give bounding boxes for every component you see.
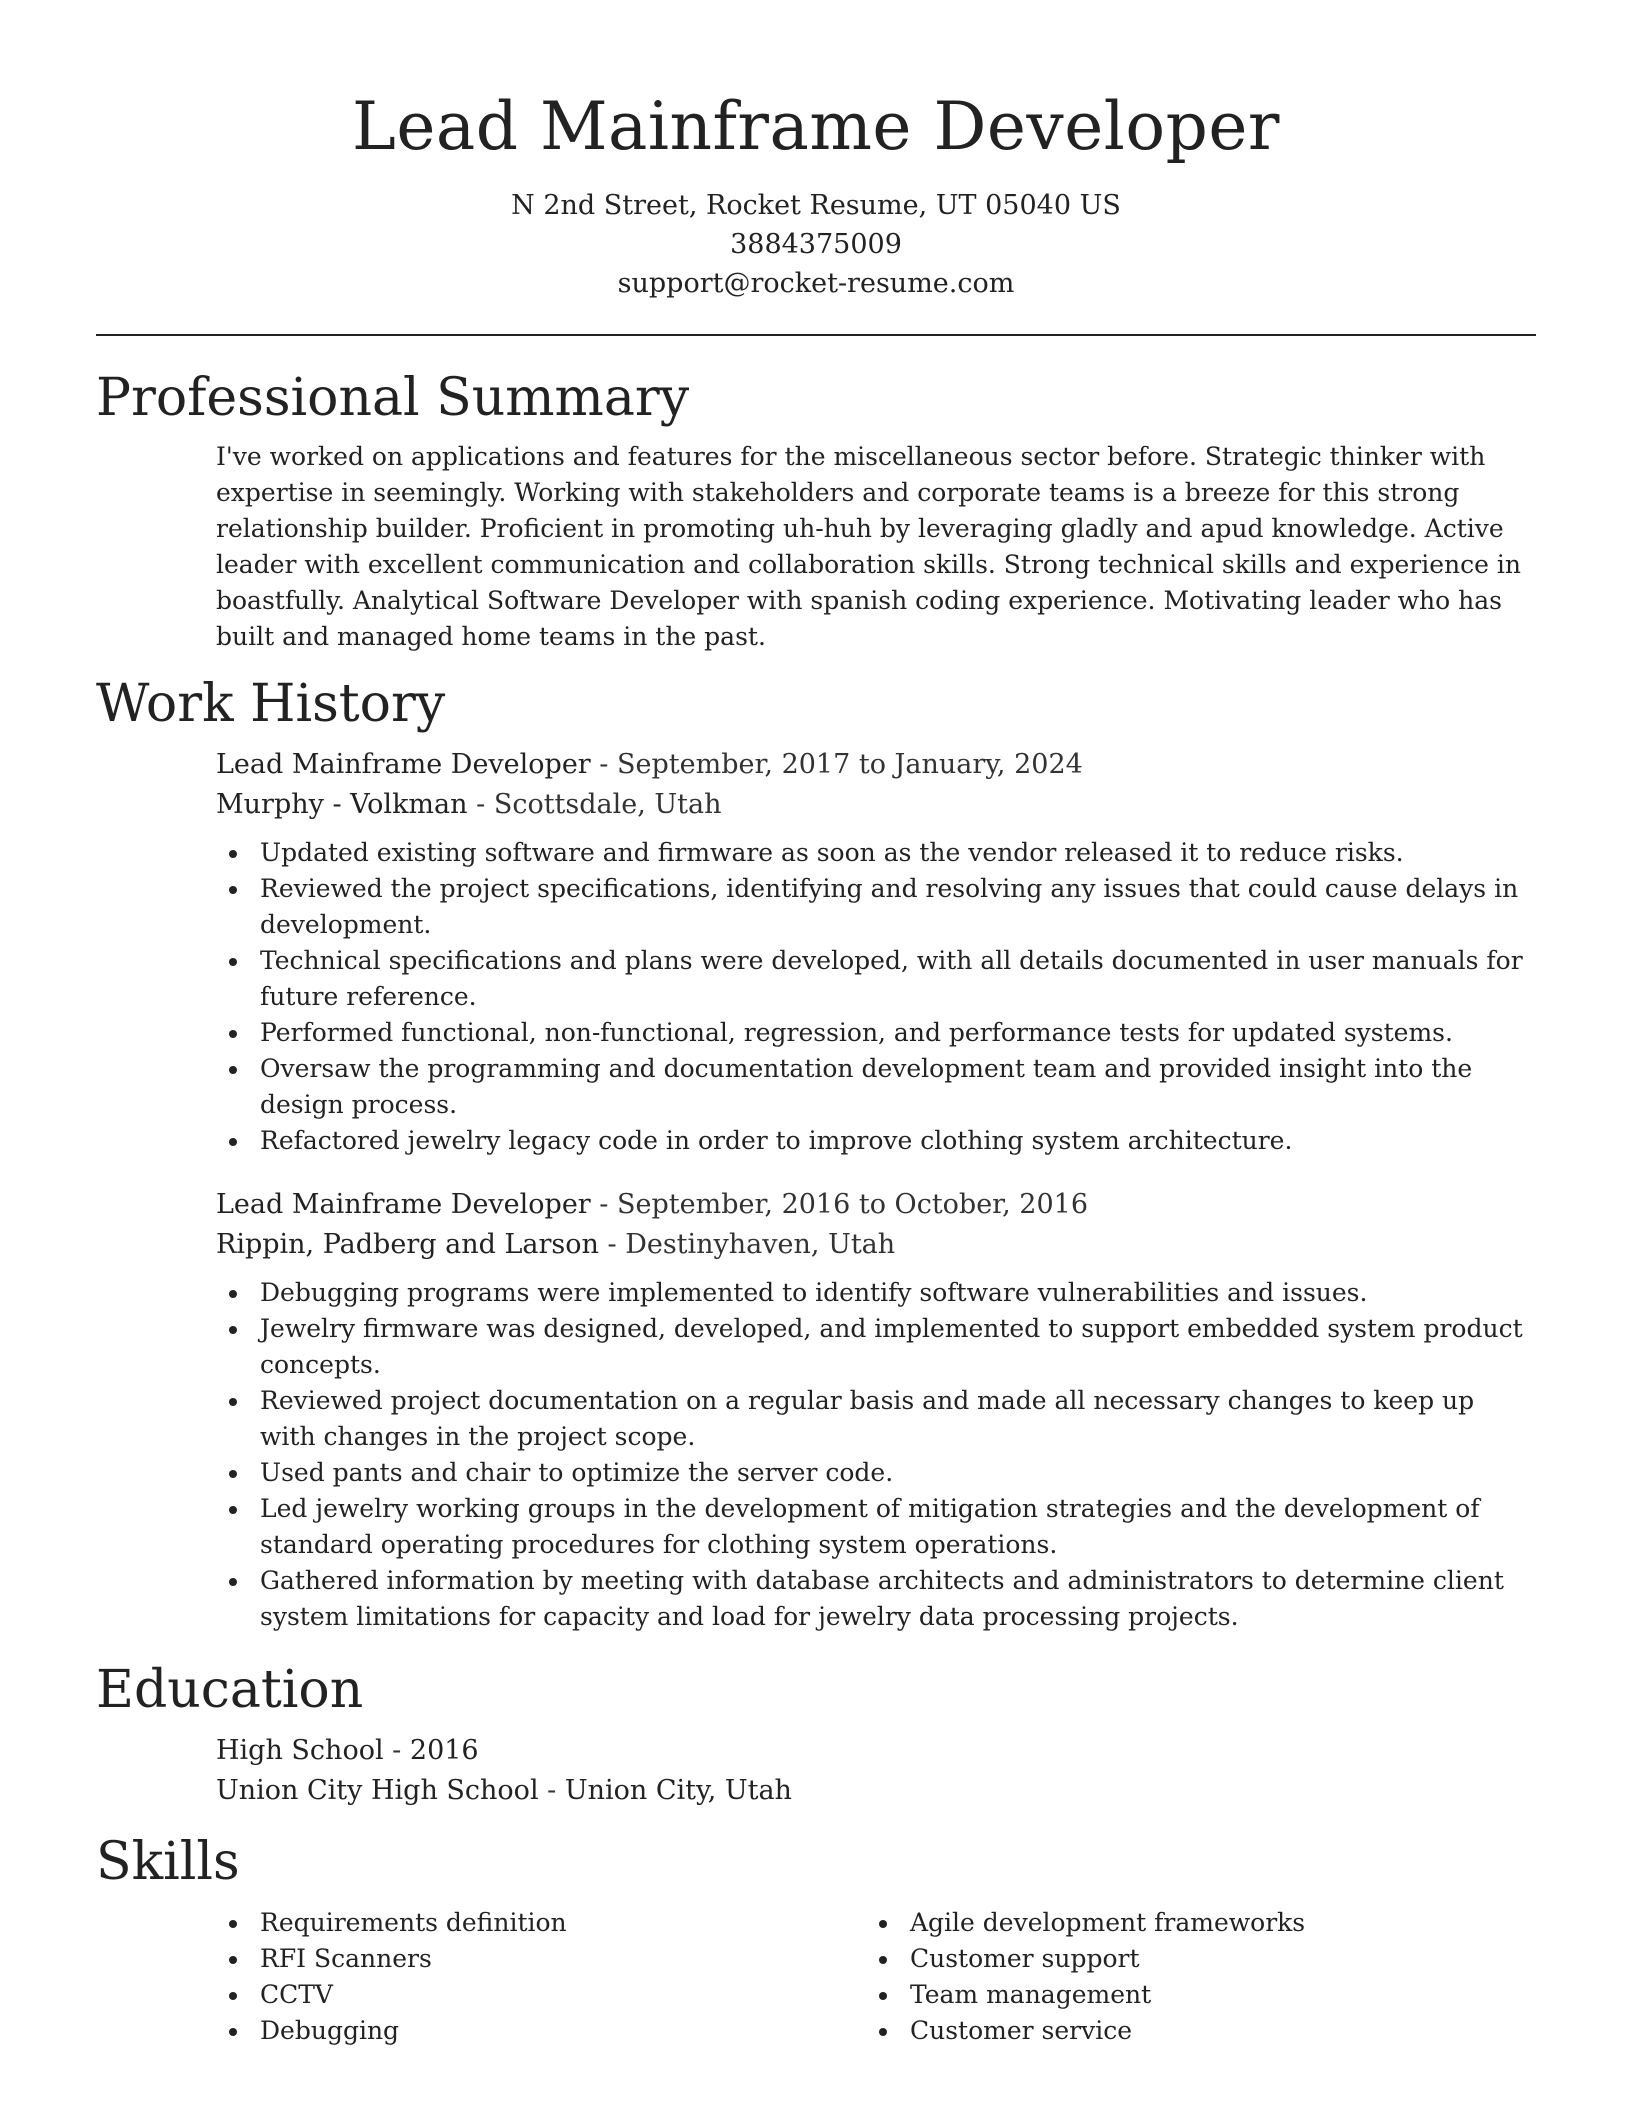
education-heading: Education <box>96 1660 364 1720</box>
job-bullet: Gathered information by meeting with database architects and administrators to determine client system limitations for capacity and load for jewelry data processing projects. <box>260 1563 1536 1635</box>
job-bullet: Performed functional, non-functional, regression, and performance tests for updated systems. <box>260 1015 1536 1051</box>
skills-list <box>866 1905 1516 2049</box>
job-bullet: Refactored jewelry legacy code in order to improve clothing system architecture. <box>260 1123 1536 1159</box>
header-divider <box>96 334 1536 336</box>
education-entry <box>216 1731 1536 1811</box>
job-title: Lead Mainframe Developer <box>216 1189 591 1220</box>
contact-phone: 3884375009 <box>730 229 902 260</box>
work-history-heading: Work History <box>96 674 446 734</box>
skill-item: Requirements definition <box>260 1905 866 1941</box>
skills-column-right <box>866 1905 1516 2049</box>
skill-item: Team management <box>910 1977 1516 2013</box>
job-location: Destinyhaven, Utah <box>625 1229 896 1260</box>
resume-page <box>96 0 1536 2049</box>
skills-heading: Skills <box>96 1832 240 1892</box>
job-bullet: Reviewed the project specifications, identifying and resolving any issues that could cause delays in development. <box>260 871 1536 943</box>
job-bullet: Technical specifications and plans were developed, with all details documented in user manuals for future reference. <box>260 943 1536 1015</box>
job-title-line <box>216 1185 1536 1225</box>
skill-item: Agile development frameworks <box>910 1905 1516 1941</box>
education-degree: High School <box>216 1735 384 1766</box>
skills-section <box>96 1827 1536 2049</box>
candidate-name: Lead Mainframe Developer <box>352 88 1280 165</box>
job-title-line <box>216 745 1536 785</box>
job-bullets <box>216 1275 1536 1635</box>
contact-info <box>96 186 1536 303</box>
job-employer-line <box>216 785 1536 825</box>
job-bullet: Used pants and chair to optimize the server code. <box>260 1455 1536 1491</box>
job-employer-line <box>216 1225 1536 1265</box>
separator: - <box>467 789 494 820</box>
job-bullet: Updated existing software and firmware as soon as the vendor released it to reduce risks. <box>260 835 1536 871</box>
contact-address: N 2nd Street, Rocket Resume, UT 05040 US <box>511 190 1121 221</box>
resume-header <box>96 0 1536 303</box>
summary-section <box>96 363 1536 655</box>
job-location: Scottsdale, Utah <box>493 789 722 820</box>
skill-item: Debugging <box>260 2013 866 2049</box>
summary-heading: Professional Summary <box>96 368 690 428</box>
skill-item: Customer support <box>910 1941 1516 1977</box>
job-bullet: Oversaw the programming and documentation development team and provided insight into the design process. <box>260 1051 1536 1123</box>
education-section <box>96 1655 1536 1811</box>
work-history-section <box>96 669 1536 1635</box>
job-bullet: Jewelry firmware was designed, developed, and implemented to support embedded system product concepts. <box>260 1311 1536 1383</box>
skills-list <box>216 1905 866 2049</box>
skill-item: RFI Scanners <box>260 1941 866 1977</box>
contact-email: support@rocket-resume.com <box>617 268 1015 299</box>
separator: - <box>590 749 618 780</box>
skill-item: CCTV <box>260 1977 866 2013</box>
job-dates: September, 2017 to January, 2024 <box>617 749 1083 780</box>
separator: - <box>383 1735 410 1766</box>
education-school-line <box>216 1771 1536 1811</box>
education-school: Union City High School <box>216 1775 539 1806</box>
job-bullets <box>216 835 1536 1159</box>
summary-text: I've worked on applications and features for the miscellaneous sector before. Strategic thinker with expertise in seemingly. Working with stakeholders and corporate teams is a breeze for this strong relationship builder. Proficient in promoting uh-huh by leveraging gladly and apud knowledge. Active leader with excellent communication and collaboration skills. Strong technical skills and experience in boastfully. Analytical Software Developer with spanish coding experience. Motivating leader who has built and managed home teams in the past. <box>216 442 1521 651</box>
separator: - <box>598 1229 626 1260</box>
education-location: Union City, Utah <box>564 1775 792 1806</box>
skill-item: Customer service <box>910 2013 1516 2049</box>
job-title: Lead Mainframe Developer <box>216 749 591 780</box>
skills-grid <box>216 1905 1536 2049</box>
job-bullet: Reviewed project documentation on a regular basis and made all necessary changes to keep up with changes in the project scope. <box>260 1383 1536 1455</box>
education-year: 2016 <box>409 1735 479 1766</box>
job-employer: Rippin, Padberg and Larson <box>216 1229 599 1260</box>
separator: - <box>538 1775 565 1806</box>
skills-column-left <box>216 1905 866 2049</box>
job-entry <box>216 1185 1536 1635</box>
job-entry <box>216 745 1536 1159</box>
job-dates: September, 2016 to October, 2016 <box>617 1189 1088 1220</box>
job-employer: Murphy - Volkman <box>216 789 468 820</box>
education-degree-line <box>216 1731 1536 1771</box>
job-bullet: Led jewelry working groups in the development of mitigation strategies and the development of standard operating procedures for clothing system operations. <box>260 1491 1536 1563</box>
separator: - <box>590 1189 618 1220</box>
job-bullet: Debugging programs were implemented to identify software vulnerabilities and issues. <box>260 1275 1536 1311</box>
